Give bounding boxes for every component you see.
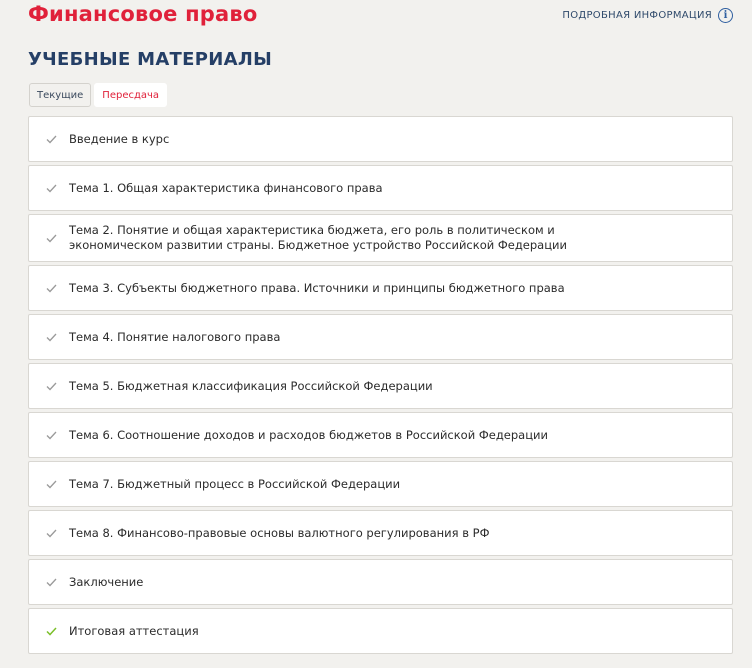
- check-icon: [29, 284, 69, 293]
- check-icon: [29, 135, 69, 144]
- check-icon: [29, 431, 69, 440]
- more-info-link[interactable]: [562, 8, 733, 23]
- list-item-label: Заключение: [69, 574, 144, 589]
- list-item-label: Тема 3. Субъекты бюджетного права. Источники и принципы бюджетного права: [69, 280, 565, 295]
- check-done-icon: [29, 627, 69, 636]
- list-item[interactable]: [28, 461, 733, 507]
- tab-retake[interactable]: Пересдача: [94, 83, 167, 107]
- list-item[interactable]: [28, 412, 733, 458]
- check-icon: [29, 333, 69, 342]
- list-item[interactable]: [28, 559, 733, 605]
- list-item-label: Тема 2. Понятие и общая характеристика бюджета, его роль в политическом и экономическом развитии страны. Бюджетное устройство Российской Федерации: [69, 223, 567, 252]
- list-item[interactable]: [28, 116, 733, 162]
- list-item[interactable]: [28, 510, 733, 556]
- info-circle-icon[interactable]: i: [718, 8, 733, 23]
- check-icon: [29, 529, 69, 538]
- check-icon: [29, 184, 69, 193]
- list-item-label: Тема 8. Финансово-правовые основы валютного регулирования в РФ: [69, 525, 490, 540]
- list-item-label: Тема 5. Бюджетная классификация Российской Федерации: [69, 378, 433, 393]
- check-icon: [29, 480, 69, 489]
- list-item-label: Тема 7. Бюджетный процесс в Российской Федерации: [69, 476, 401, 491]
- list-item-label: Итоговая аттестация: [69, 623, 199, 638]
- list-item-label: Введение в курс: [69, 131, 170, 146]
- section-title: УЧЕБНЫЕ МАТЕРИАЛЫ: [28, 49, 273, 70]
- more-info-label: ПОДРОБНАЯ ИНФОРМАЦИЯ: [562, 10, 712, 21]
- list-item-label: Тема 6. Соотношение доходов и расходов бюджетов в Российской Федерации: [69, 427, 548, 442]
- list-item[interactable]: [28, 165, 733, 211]
- check-icon: [29, 382, 69, 391]
- materials-list: [28, 116, 733, 657]
- list-item[interactable]: [28, 608, 733, 654]
- check-icon: [29, 234, 69, 243]
- materials-tabs: [29, 83, 167, 107]
- list-item-label: Тема 1. Общая характеристика финансового права: [69, 180, 383, 195]
- check-icon: [29, 578, 69, 587]
- list-item-label: Тема 4. Понятие налогового права: [69, 329, 281, 344]
- list-item[interactable]: [28, 363, 733, 409]
- list-item[interactable]: [28, 265, 733, 311]
- list-item[interactable]: [28, 214, 733, 262]
- list-item[interactable]: [28, 314, 733, 360]
- page-title: Финансовое право: [28, 2, 258, 26]
- tab-current[interactable]: Текущие: [29, 83, 91, 107]
